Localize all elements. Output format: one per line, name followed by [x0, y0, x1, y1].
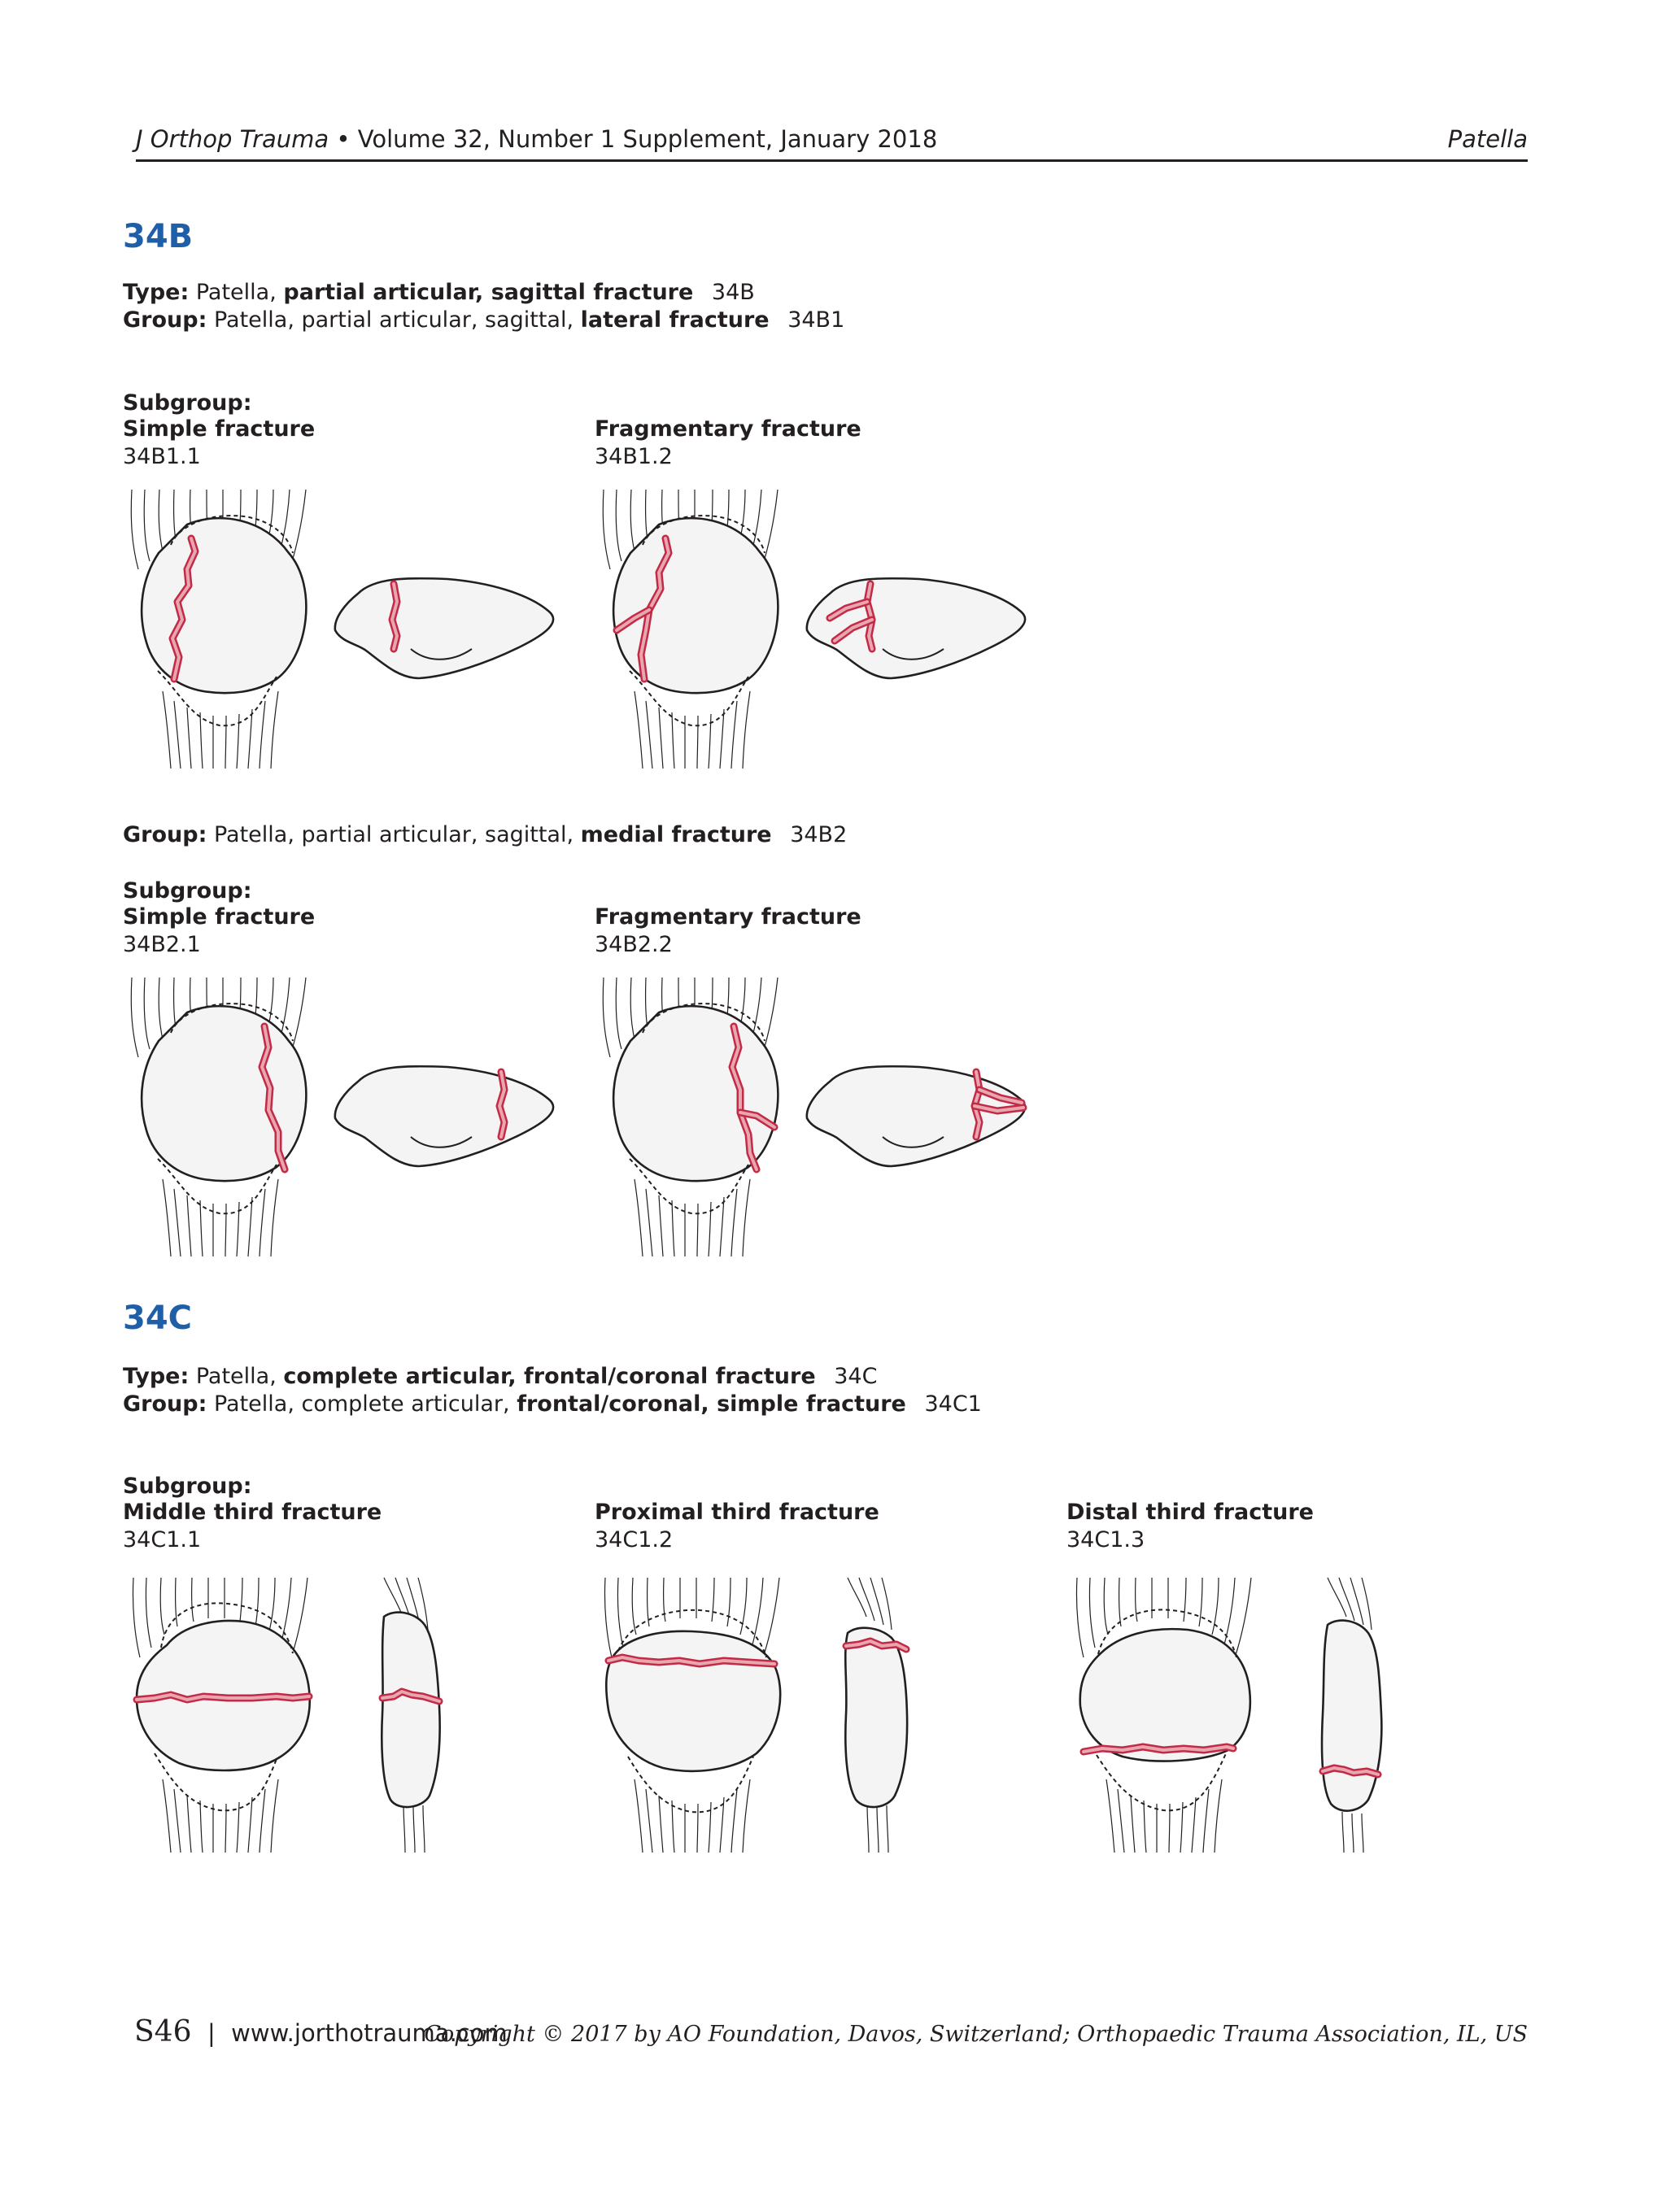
patella-front-view [606, 1631, 780, 1771]
subgroup-name-34b1-1: Simple fracture [123, 416, 316, 442]
subgroup-code-34c1-2: 34C1.2 [595, 1527, 674, 1552]
group-bold: frontal/coronal, simple fracture [517, 1391, 906, 1417]
group-code: 34C1 [924, 1391, 982, 1417]
running-header [136, 125, 937, 153]
patella-lateral-view [1322, 1621, 1381, 1811]
subgroup-label: Subgroup: [123, 1474, 252, 1499]
subgroup-code-34c1-3: 34C1.3 [1066, 1527, 1145, 1552]
patella-axial-view [807, 1066, 1025, 1166]
subgroup-name-34b2-2: Fragmentary fracture [595, 904, 861, 930]
group-plain: Patella, partial articular, sagittal, [213, 307, 574, 333]
figure-34b1-1 [122, 488, 561, 769]
type-line-34c [123, 1364, 877, 1389]
patella-axial-view [335, 1066, 553, 1166]
group-plain: Patella, complete articular, [213, 1391, 510, 1417]
patella-axial-view [807, 578, 1025, 678]
subgroup-code-34b1-2: 34B1.2 [595, 444, 673, 469]
subgroup-label: Subgroup: [123, 390, 252, 416]
figure-34c1-2 [594, 1576, 952, 1853]
subgroup-code-34b2-1: 34B2.1 [123, 932, 201, 957]
figure-34b2-1 [122, 976, 561, 1256]
journal-url[interactable]: www.jorthotrauma.com [231, 2019, 508, 2047]
issue-info: Volume 32, Number 1 Supplement, January 2018 [357, 125, 938, 153]
header-bullet: • [336, 125, 351, 153]
subgroup-label: Subgroup: [123, 878, 252, 904]
group-label: Group: [123, 822, 207, 847]
type-plain: Patella, [195, 1364, 277, 1389]
type-code: 34B [711, 280, 755, 305]
group-code: 34B2 [790, 822, 848, 847]
group-line-34b2 [123, 822, 847, 847]
header-divider [136, 159, 1528, 162]
patella-axial-view [335, 578, 553, 678]
group-line-34c1 [123, 1391, 982, 1417]
group-bold: lateral fracture [580, 307, 770, 333]
patellar-tendon [635, 1779, 750, 1853]
subgroup-name-34b1-2: Fragmentary fracture [595, 416, 861, 442]
group-plain: Patella, partial articular, sagittal, [213, 822, 574, 847]
patellar-tendon [163, 1779, 278, 1853]
patella-front-view [142, 518, 306, 693]
patella-front-view [1080, 1629, 1250, 1761]
subgroup-name-34c1-1: Middle third fracture [123, 1500, 382, 1525]
footer-separator: | [207, 2019, 216, 2047]
type-plain: Patella, [195, 280, 277, 305]
subgroup-code-34b1-1: 34B1.1 [123, 444, 201, 469]
group-bold: medial fracture [580, 822, 772, 847]
subgroup-name-34c1-2: Proximal third fracture [595, 1500, 879, 1525]
subgroup-name-34c1-3: Distal third fracture [1066, 1500, 1314, 1525]
page-number: S46 [134, 2015, 192, 2049]
group-code: 34B1 [787, 307, 845, 333]
group-label: Group: [123, 1391, 207, 1417]
type-label: Type: [123, 1364, 190, 1389]
journal-name: J Orthop Trauma [136, 125, 329, 153]
copyright-notice: Copyright © 2017 by AO Foundation, Davos, Switzerland; Orthopaedic Trauma Association, IL, US [424, 2022, 1528, 2047]
group-label: Group: [123, 307, 207, 333]
type-label: Type: [123, 280, 190, 305]
type-line-34b [123, 280, 755, 305]
figure-34c1-3 [1066, 1576, 1424, 1853]
figure-34c1-1 [122, 1576, 480, 1853]
patella-lateral-view [845, 1628, 907, 1807]
type-code: 34C [834, 1364, 878, 1389]
figure-34b1-2 [594, 488, 1049, 769]
figure-34b2-2 [594, 976, 1049, 1256]
subgroup-name-34b2-1: Simple fracture [123, 904, 316, 930]
patella-front-view [613, 518, 778, 693]
type-bold: partial articular, sagittal fracture [283, 280, 694, 305]
subgroup-code-34b2-2: 34B2.2 [595, 932, 673, 957]
section-name: Patella [1447, 125, 1528, 153]
section-heading-34c: 34C [123, 1300, 193, 1337]
type-bold: complete articular, frontal/coronal fracture [283, 1364, 816, 1389]
patella-lateral-view [382, 1613, 439, 1808]
section-heading-34b: 34B [123, 218, 194, 255]
subgroup-code-34c1-1: 34C1.1 [123, 1527, 202, 1552]
group-line-34b1 [123, 307, 844, 333]
